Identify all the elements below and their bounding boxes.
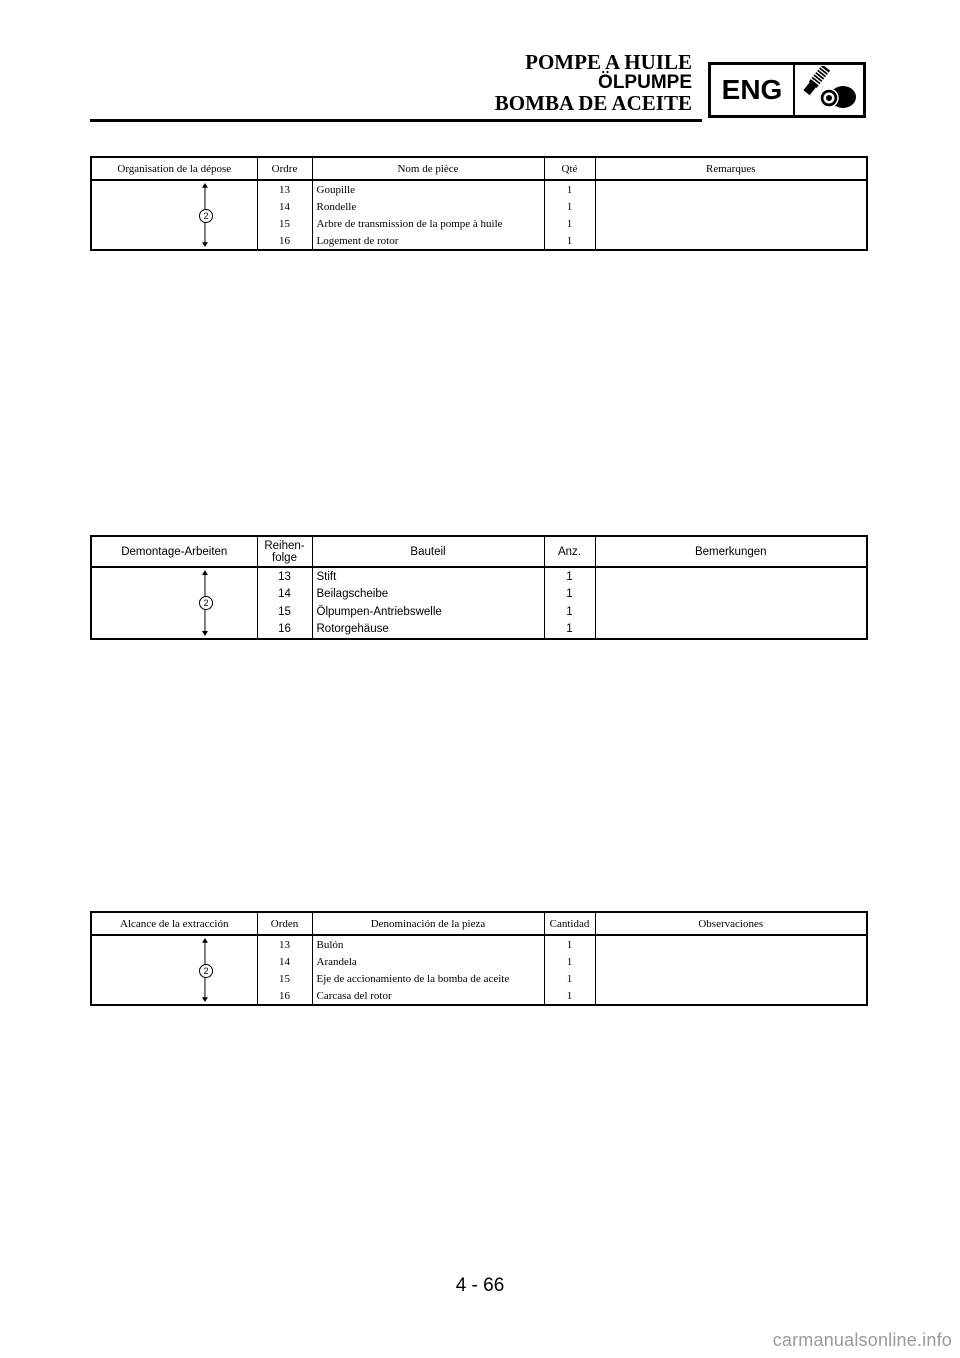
header-remarks: Bemerkungen bbox=[595, 536, 867, 567]
remarks-cell bbox=[595, 198, 867, 215]
part-name-cell: Ölpumpen-Antriebswelle bbox=[312, 603, 544, 621]
quantity-cell: 1 bbox=[544, 198, 595, 215]
order-cell: 13 bbox=[279, 183, 290, 196]
part-name-cell: Logement de rotor bbox=[312, 232, 544, 250]
header-quantity: Anz. bbox=[544, 536, 595, 567]
watermark-url: carmanualsonline.info bbox=[772, 1330, 952, 1350]
remarks-cell bbox=[595, 586, 867, 604]
remarks-cell bbox=[595, 603, 867, 621]
header-part-name: Nom de pièce bbox=[312, 157, 544, 180]
header-part-name: Bauteil bbox=[312, 536, 544, 567]
order-cell: 15 bbox=[279, 217, 290, 230]
header-quantity: Qté bbox=[544, 157, 595, 180]
quantity-cell: 1 bbox=[544, 567, 595, 586]
order-cell: 14 bbox=[279, 955, 290, 968]
part-name-cell: Carcasa del rotor bbox=[312, 987, 544, 1005]
quantity-cell: 1 bbox=[544, 953, 595, 970]
section-badge bbox=[708, 62, 866, 118]
table-header-row bbox=[91, 536, 867, 567]
order-cell: 15 bbox=[279, 972, 290, 985]
header-order: Ordre bbox=[257, 157, 312, 180]
part-name-cell: Beilagscheibe bbox=[312, 586, 544, 604]
quantity-cell: 1 bbox=[544, 215, 595, 232]
section-badge-label: ENG bbox=[711, 65, 795, 115]
header-order: Reihen- folge bbox=[257, 536, 312, 567]
header-quantity: Cantidad bbox=[544, 912, 595, 935]
table-row bbox=[91, 180, 867, 198]
order-cell: 14 bbox=[278, 588, 291, 601]
header-remarks: Observaciones bbox=[595, 912, 867, 935]
part-name-cell: Rondelle bbox=[312, 198, 544, 215]
order-cell: 16 bbox=[278, 623, 291, 636]
part-name-cell: Rotorgehäuse bbox=[312, 621, 544, 640]
scope-step-label: 2 bbox=[199, 964, 213, 978]
table-header-row bbox=[91, 912, 867, 935]
header-remarks: Remarques bbox=[595, 157, 867, 180]
page-number: 4 - 66 bbox=[455, 1275, 505, 1296]
part-name-cell: Eje de accionamiento de la bomba de aceite bbox=[312, 970, 544, 987]
parts-table-german bbox=[90, 535, 868, 640]
quantity-cell: 1 bbox=[544, 987, 595, 1005]
removal-scope-cell bbox=[91, 180, 257, 250]
header-part-name: Denominación de la pieza bbox=[312, 912, 544, 935]
remarks-cell bbox=[595, 567, 867, 586]
remarks-cell bbox=[595, 232, 867, 250]
header-removal-scope: Organisation de la dépose bbox=[91, 157, 257, 180]
order-cell: 14 bbox=[279, 200, 290, 213]
quantity-cell: 1 bbox=[544, 586, 595, 604]
quantity-cell: 1 bbox=[544, 603, 595, 621]
title-german: ÖLPUMPE bbox=[598, 72, 692, 93]
part-name-cell: Bulón bbox=[312, 935, 544, 953]
remarks-cell bbox=[595, 215, 867, 232]
header-removal-scope: Demontage-Arbeiten bbox=[91, 536, 257, 567]
remarks-cell bbox=[595, 953, 867, 970]
quantity-cell: 1 bbox=[544, 232, 595, 250]
remarks-cell bbox=[595, 621, 867, 640]
order-cell: 13 bbox=[278, 570, 291, 583]
parts-table-spanish bbox=[90, 911, 868, 1006]
title-spanish: BOMBA DE ACEITE bbox=[494, 91, 692, 115]
table-row bbox=[91, 567, 867, 586]
header-rule bbox=[90, 119, 702, 122]
scope-arrow-icon bbox=[92, 568, 257, 638]
removal-scope-cell bbox=[91, 935, 257, 1005]
order-cell: 15 bbox=[278, 605, 291, 618]
quantity-cell: 1 bbox=[544, 935, 595, 953]
scope-arrow-icon bbox=[92, 936, 257, 1004]
engine-icon bbox=[795, 65, 863, 115]
scope-arrow-icon bbox=[92, 181, 257, 249]
parts-table-french bbox=[90, 156, 868, 251]
scope-step-label: 2 bbox=[199, 596, 213, 610]
order-cell: 16 bbox=[279, 989, 290, 1002]
remarks-cell bbox=[595, 180, 867, 198]
removal-scope-cell bbox=[91, 567, 257, 639]
remarks-cell bbox=[595, 970, 867, 987]
scope-step-label: 2 bbox=[199, 209, 213, 223]
order-cell: 13 bbox=[279, 938, 290, 951]
quantity-cell: 1 bbox=[544, 180, 595, 198]
remarks-cell bbox=[595, 987, 867, 1005]
table-row bbox=[91, 935, 867, 953]
remarks-cell bbox=[595, 935, 867, 953]
title-french: POMPE A HUILE bbox=[525, 50, 692, 74]
quantity-cell: 1 bbox=[544, 970, 595, 987]
part-name-cell: Goupille bbox=[312, 180, 544, 198]
part-name-cell: Arandela bbox=[312, 953, 544, 970]
table-header-row bbox=[91, 157, 867, 180]
part-name-cell: Stift bbox=[312, 567, 544, 586]
quantity-cell: 1 bbox=[544, 621, 595, 640]
order-cell: 16 bbox=[279, 234, 290, 247]
header-order: Orden bbox=[257, 912, 312, 935]
part-name-cell: Arbre de transmission de la pompe à huile bbox=[312, 215, 544, 232]
header-removal-scope: Alcance de la extracción bbox=[91, 912, 257, 935]
